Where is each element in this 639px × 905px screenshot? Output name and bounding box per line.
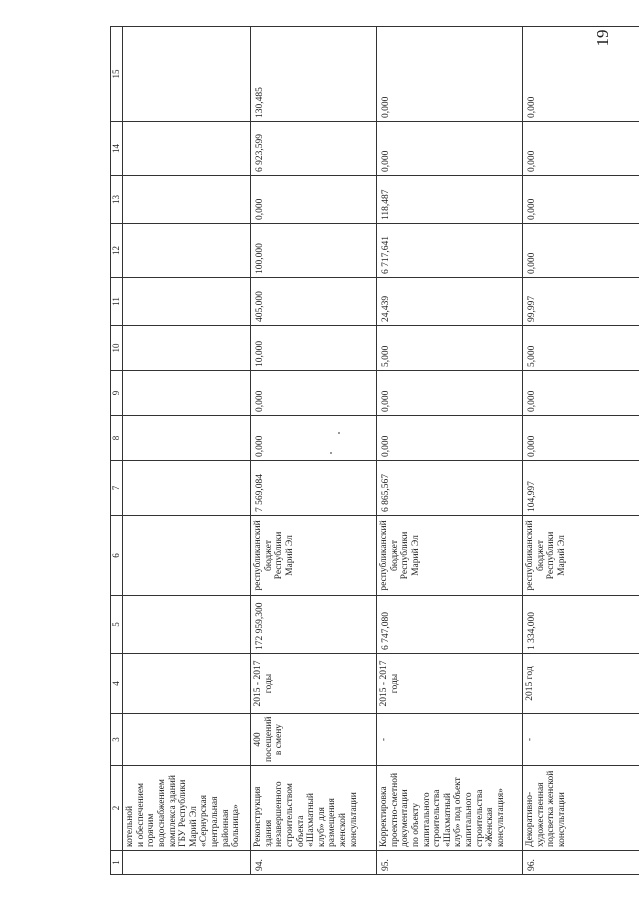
cell-period: 2015 - 2017 годы [251, 654, 377, 714]
cell-value: 5,000 [377, 326, 523, 371]
table-row [251, 27, 377, 875]
cell-value [123, 371, 251, 416]
col-header: 15 [111, 27, 123, 122]
cell-estimate-cost [123, 596, 251, 654]
cell-capacity [123, 714, 251, 766]
cell-period: 2015 год [523, 654, 639, 714]
cell-capacity: - [523, 714, 639, 766]
cell-value: 6 717,641 [377, 224, 523, 278]
cell-value [123, 176, 251, 224]
cell-number: 95. [377, 851, 523, 875]
cell-value: 405,000 [251, 278, 377, 326]
cell-value [123, 122, 251, 176]
cell-value: 5,000 [523, 326, 639, 371]
cell-value: 0,000 [523, 371, 639, 416]
cell-value [123, 416, 251, 461]
cell-period: 2015 - 2017 годы [377, 654, 523, 714]
cell-value: 0,000 [523, 176, 639, 224]
cell-source: республиканский бюджет Республики Марий Эл [251, 516, 377, 596]
cell-capacity: 400 посещений в смену [251, 714, 377, 766]
cell-value [123, 224, 251, 278]
cell-value: 0,000 [523, 224, 639, 278]
cell-value: 0,000 [523, 27, 639, 122]
cell-number: 96. [523, 851, 639, 875]
cell-estimate-cost: 1 334,000 [523, 596, 639, 654]
col-header: 13 [111, 176, 123, 224]
cell-value: 0,000 [377, 122, 523, 176]
cell-value: 7 569,084 [251, 461, 377, 516]
cell-period [123, 654, 251, 714]
col-header: 11 [111, 278, 123, 326]
cell-value [123, 27, 251, 122]
col-header: 3 [111, 714, 123, 766]
cell-value: 6 923,599 [251, 122, 377, 176]
document-table-rotated [110, 27, 639, 875]
header-row [111, 27, 123, 875]
cell-number: 94. [251, 851, 377, 875]
cell-value: 130,485 [251, 27, 377, 122]
cell-value: 24,439 [377, 278, 523, 326]
cell-value: 99,997 [523, 278, 639, 326]
col-header: 6 [111, 516, 123, 596]
col-header: 2 [111, 766, 123, 851]
col-header: 9 [111, 371, 123, 416]
col-header: 4 [111, 654, 123, 714]
col-header: 8 [111, 416, 123, 461]
cell-value: 0,000 [251, 416, 377, 461]
cell-value [123, 326, 251, 371]
cell-estimate-cost: 6 747,080 [377, 596, 523, 654]
table-row [523, 27, 639, 875]
col-header: 1 [111, 851, 123, 875]
cell-value: 0,000 [251, 371, 377, 416]
cell-source [123, 516, 251, 596]
cell-value [123, 461, 251, 516]
cell-estimate-cost: 172 959,300 [251, 596, 377, 654]
cell-value: 100,000 [251, 224, 377, 278]
cell-value: 0,000 [251, 176, 377, 224]
table-row [123, 27, 251, 875]
budget-table [110, 26, 639, 875]
cell-value: 0,000 [377, 416, 523, 461]
cell-value: 0,000 [377, 371, 523, 416]
cell-number [123, 851, 251, 875]
cell-value [123, 278, 251, 326]
cell-capacity: - [377, 714, 523, 766]
col-header: 5 [111, 596, 123, 654]
cell-value: 0,000 [523, 122, 639, 176]
cell-source: республиканский бюджет Республики Марий Эл [377, 516, 523, 596]
cell-object-name: Корректировка проектно-сметной документации по объекту капитального строительства «Шахматный клуб» под объект капитального строительства «Женская консультация» [377, 766, 523, 851]
cell-value: 10,000 [251, 326, 377, 371]
col-header: 7 [111, 461, 123, 516]
cell-value: 104,997 [523, 461, 639, 516]
cell-value: 0,000 [377, 27, 523, 122]
cell-object-name: котельной и обеспечением горячим водоснабжением комплекса зданий ГБУ Республики Марий Эл «Сернурская центральная районная больница» [123, 766, 251, 851]
page-number: 19 [593, 29, 612, 47]
cell-object-name: Декоративно- художественная подсветка женской консультации [523, 766, 639, 851]
cell-value: 0,000 [523, 416, 639, 461]
col-header: 10 [111, 326, 123, 371]
table-row [377, 27, 523, 875]
col-header: 12 [111, 224, 123, 278]
cell-value: 118,487 [377, 176, 523, 224]
cell-value: 6 865,567 [377, 461, 523, 516]
cell-source: республиканский бюджет Республики Марий Эл [523, 516, 639, 596]
col-header: 14 [111, 122, 123, 176]
cell-object-name: Реконструкция здания незавершенного строительством объекта «Шахматный клуб» для размещения женской консультации [251, 766, 377, 851]
